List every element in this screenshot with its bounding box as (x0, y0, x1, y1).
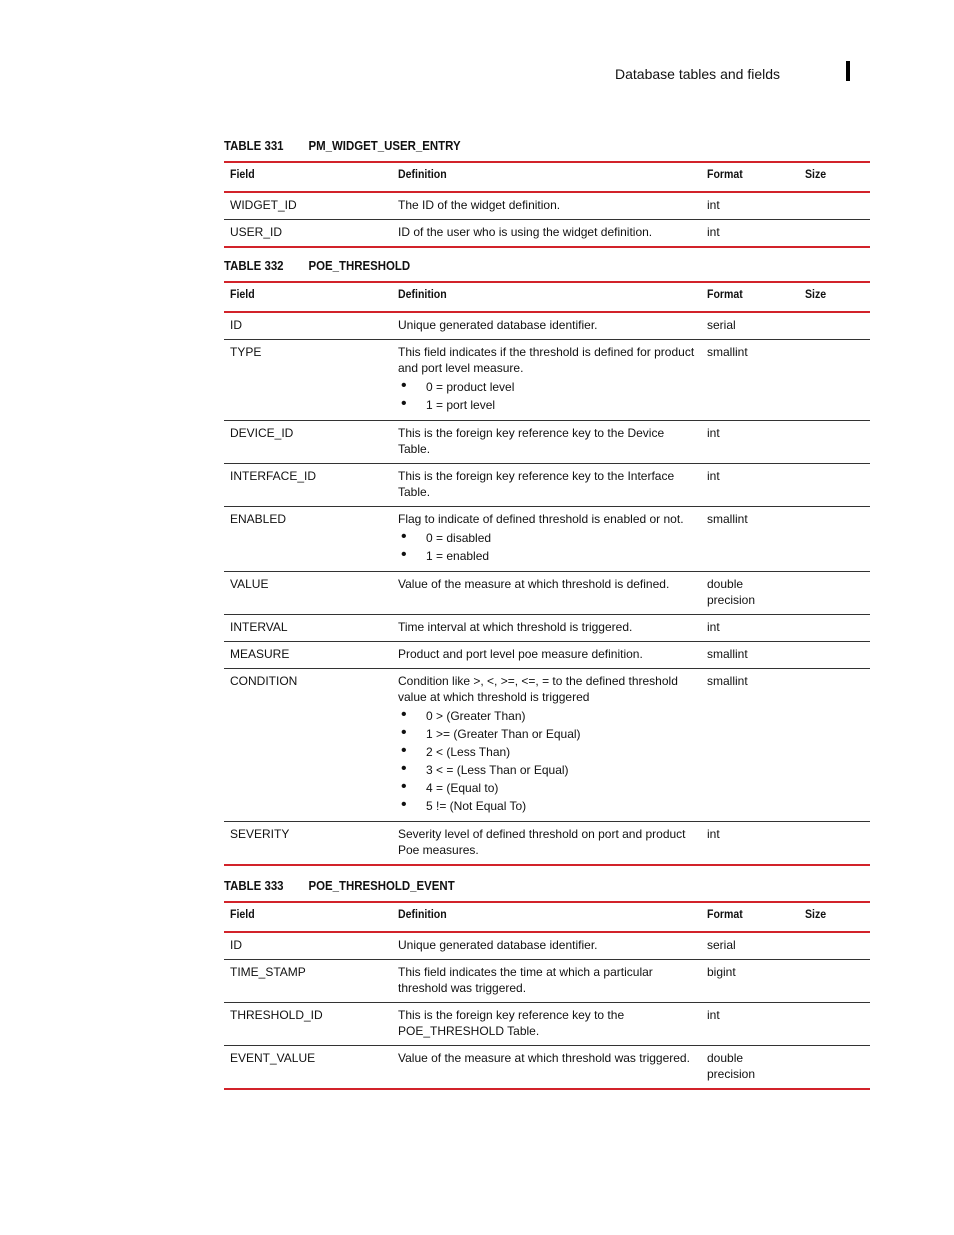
table-row (224, 421, 870, 464)
field-cell: USER_ID (224, 220, 392, 248)
format-cell: int (701, 421, 799, 464)
definition-cell (392, 192, 701, 220)
definition-text: This field indicates if the threshold is defined for product and port level measure. (398, 345, 695, 375)
size-cell (799, 1003, 870, 1046)
column-header-format (701, 162, 799, 192)
table-row (224, 1046, 870, 1090)
bullet-item: • 4 = (Equal to) (398, 779, 695, 797)
field-cell: THRESHOLD_ID (224, 1003, 392, 1046)
table-row (224, 669, 870, 822)
size-cell (799, 507, 870, 572)
bullet-item: • 0 = product level (398, 378, 695, 396)
table-row (224, 507, 870, 572)
column-header-definition (392, 902, 701, 932)
definition-text: Unique generated database identifier. (398, 938, 598, 952)
table-row (224, 464, 870, 507)
field-cell: ID (224, 312, 392, 340)
table-332-block (224, 259, 870, 866)
size-cell (799, 340, 870, 421)
field-cell: VALUE (224, 572, 392, 615)
table-header-row (224, 162, 870, 192)
format-cell: serial (701, 932, 799, 960)
field-cell: ENABLED (224, 507, 392, 572)
column-header-label: Format (707, 167, 743, 181)
definition-text: This field indicates the time at which a particular threshold was triggered. (398, 965, 653, 995)
table-333-block (224, 879, 870, 1090)
format-cell: smallint (701, 340, 799, 421)
bullet-item: • 3 < = (Less Than or Equal) (398, 761, 695, 779)
field-cell: TYPE (224, 340, 392, 421)
table-caption (224, 139, 792, 161)
column-header-size (799, 282, 870, 312)
column-header-field (224, 282, 392, 312)
table-row (224, 312, 870, 340)
column-header-label: Field (230, 167, 255, 181)
field-cell: MEASURE (224, 642, 392, 669)
size-cell (799, 960, 870, 1003)
bullet-item: • 1 = port level (398, 396, 695, 414)
definition-text: Unique generated database identifier. (398, 318, 598, 332)
definition-text: Time interval at which threshold is triggered. (398, 620, 633, 634)
table-caption (224, 259, 792, 281)
table-header-row (224, 902, 870, 932)
column-header-field (224, 902, 392, 932)
format-cell: double precision (701, 1046, 799, 1090)
bullet-item: • 1 >= (Greater Than or Equal) (398, 725, 695, 743)
definition-cell (392, 421, 701, 464)
table-row (224, 615, 870, 642)
size-cell (799, 464, 870, 507)
definition-text: Value of the measure at which threshold was triggered. (398, 1051, 690, 1065)
bullet-item: • 1 = enabled (398, 547, 695, 565)
format-cell: int (701, 1003, 799, 1046)
definition-cell (392, 960, 701, 1003)
definition-cell (392, 312, 701, 340)
format-cell: int (701, 822, 799, 866)
definition-text: Product and port level poe measure definition. (398, 647, 643, 661)
table-row (224, 220, 870, 248)
format-cell: smallint (701, 507, 799, 572)
page-header-title: Database tables and fields (615, 66, 780, 82)
field-cell: DEVICE_ID (224, 421, 392, 464)
table-number: TABLE 332 (224, 258, 284, 273)
column-header-label: Size (805, 287, 827, 301)
definition-cell (392, 340, 701, 421)
size-cell (799, 312, 870, 340)
definition-text: Value of the measure at which threshold is defined. (398, 577, 670, 591)
format-cell: int (701, 192, 799, 220)
table-row (224, 340, 870, 421)
table-name: POE_THRESHOLD_EVENT (308, 878, 455, 893)
column-header-label: Size (805, 907, 827, 921)
data-table (224, 281, 870, 866)
table-row (224, 642, 870, 669)
field-cell: WIDGET_ID (224, 192, 392, 220)
definition-cell (392, 1003, 701, 1046)
definition-text: The ID of the widget definition. (398, 198, 561, 212)
format-cell: smallint (701, 669, 799, 822)
definition-text: This is the foreign key reference key to the Device Table. (398, 426, 665, 456)
definition-cell (392, 642, 701, 669)
format-cell: serial (701, 312, 799, 340)
format-cell: int (701, 615, 799, 642)
column-header-label: Definition (398, 907, 447, 921)
definition-cell (392, 615, 701, 642)
definition-cell (392, 507, 701, 572)
size-cell (799, 572, 870, 615)
bullet-item: • 2 < (Less Than) (398, 743, 695, 761)
definition-text: This is the foreign key reference key to the Interface Table. (398, 469, 675, 499)
size-cell (799, 615, 870, 642)
data-table (224, 161, 870, 248)
size-cell (799, 669, 870, 822)
definition-bullets (398, 529, 695, 565)
field-cell: SEVERITY (224, 822, 392, 866)
size-cell (799, 642, 870, 669)
size-cell (799, 220, 870, 248)
definition-text: This is the foreign key reference key to the POE_THRESHOLD Table. (398, 1008, 625, 1038)
column-header-label: Definition (398, 287, 447, 301)
column-header-label: Definition (398, 167, 447, 181)
field-cell: CONDITION (224, 669, 392, 822)
bullet-item: • 0 > (Greater Than) (398, 707, 695, 725)
table-name: PM_WIDGET_USER_ENTRY (308, 138, 461, 153)
definition-text: Flag to indicate of defined threshold is enabled or not. (398, 512, 684, 526)
format-cell: int (701, 220, 799, 248)
column-header-label: Format (707, 287, 743, 301)
table-caption (224, 879, 792, 901)
definition-cell (392, 822, 701, 866)
definition-text: Condition like >, <, >=, <=, = to the defined threshold value at which threshold is triggered (398, 674, 678, 704)
table-row (224, 572, 870, 615)
column-header-size (799, 162, 870, 192)
table-number: TABLE 333 (224, 878, 284, 893)
column-header-size (799, 902, 870, 932)
column-header-definition (392, 162, 701, 192)
field-cell: ID (224, 932, 392, 960)
field-cell: INTERVAL (224, 615, 392, 642)
table-header-row (224, 282, 870, 312)
column-header-format (701, 902, 799, 932)
column-header-field (224, 162, 392, 192)
column-header-label: Field (230, 287, 255, 301)
header-marker-bar (846, 61, 850, 81)
definition-cell (392, 464, 701, 507)
size-cell (799, 421, 870, 464)
size-cell (799, 1046, 870, 1090)
size-cell (799, 822, 870, 866)
format-cell: int (701, 464, 799, 507)
column-header-label: Field (230, 907, 255, 921)
definition-cell (392, 1046, 701, 1090)
table-row (224, 1003, 870, 1046)
table-row (224, 960, 870, 1003)
table-331-block (224, 139, 870, 248)
definition-cell (392, 932, 701, 960)
bullet-item: • 0 = disabled (398, 529, 695, 547)
definition-bullets (398, 707, 695, 815)
table-row (224, 822, 870, 866)
format-cell: bigint (701, 960, 799, 1003)
data-table (224, 901, 870, 1090)
definition-cell (392, 572, 701, 615)
column-header-label: Size (805, 167, 827, 181)
column-header-label: Format (707, 907, 743, 921)
column-header-format (701, 282, 799, 312)
table-row (224, 932, 870, 960)
format-cell: double precision (701, 572, 799, 615)
field-cell: TIME_STAMP (224, 960, 392, 1003)
column-header-definition (392, 282, 701, 312)
size-cell (799, 932, 870, 960)
definition-cell (392, 220, 701, 248)
table-row (224, 192, 870, 220)
table-number: TABLE 331 (224, 138, 284, 153)
definition-text: ID of the user who is using the widget definition. (398, 225, 653, 239)
field-cell: EVENT_VALUE (224, 1046, 392, 1090)
bullet-item: • 5 != (Not Equal To) (398, 797, 695, 815)
format-cell: smallint (701, 642, 799, 669)
table-name: POE_THRESHOLD (308, 258, 411, 273)
definition-bullets (398, 378, 695, 414)
size-cell (799, 192, 870, 220)
definition-cell (392, 669, 701, 822)
field-cell: INTERFACE_ID (224, 464, 392, 507)
definition-text: Severity level of defined threshold on port and product Poe measures. (398, 827, 686, 857)
